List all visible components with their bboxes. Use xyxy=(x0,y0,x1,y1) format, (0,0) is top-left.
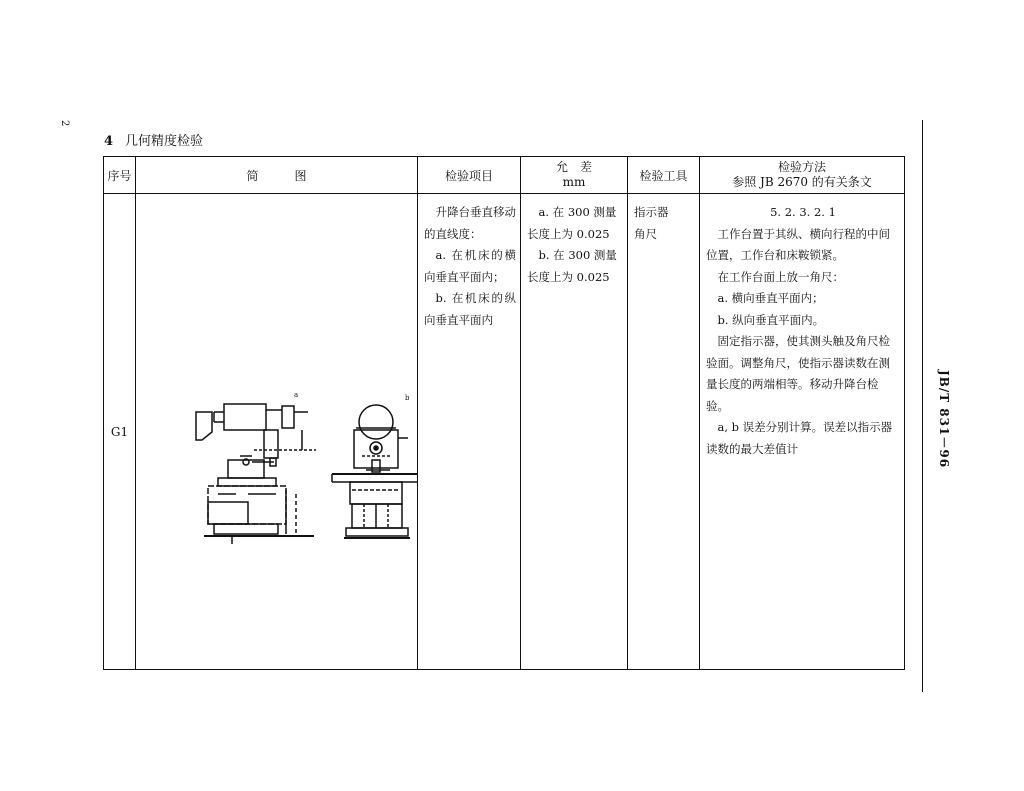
milling-machine-diagram xyxy=(136,194,418,661)
margin-rule xyxy=(922,120,923,692)
item-b: b. 在机床的纵向垂直平面内 xyxy=(424,291,516,327)
header-method-title: 检验方法 xyxy=(777,160,826,174)
method-step-1: 工作台置于其纵、横向行程的中间位置，工作台和床鞍锁紧。 xyxy=(706,226,890,262)
header-item: 检验项目 xyxy=(418,157,521,194)
row-seq: G1 xyxy=(104,194,136,670)
diagram-label-a: a xyxy=(294,391,299,399)
header-seq: 序号 xyxy=(104,157,136,194)
section-title: 几何精度检验 xyxy=(125,134,204,149)
table-header-row xyxy=(104,157,905,194)
front-view-drawing xyxy=(332,405,418,538)
method-step-2: 在工作台面上放一角尺： xyxy=(717,269,844,284)
diagram-cell xyxy=(136,194,418,670)
section-number: 4 xyxy=(104,134,114,149)
diagram-label-b: b xyxy=(405,394,410,402)
page-number: 2 xyxy=(59,120,70,127)
item-a: a. 在机床的横向垂直平面内； xyxy=(424,248,516,284)
inspection-tools xyxy=(628,194,700,670)
header-tolerance xyxy=(521,157,628,194)
tolerance-b: b. 在 300 测量长度上为 0.025 xyxy=(527,248,617,284)
method-step-4: a, b 误差分别计算。误差以指示器读数的最大差值计 xyxy=(706,420,893,456)
method-step-3: 固定指示器，使其测头触及角尺检验面。调整角尺，使指示器读数在测量长度的两端相等。移动升降台检验。 xyxy=(706,334,890,413)
section-heading xyxy=(104,130,203,149)
header-tolerance-unit: mm xyxy=(562,175,586,189)
header-tool: 检验工具 xyxy=(628,157,700,194)
header-method-reference: 参照 JB 2670 的有关条文 xyxy=(732,175,872,189)
inspection-item xyxy=(418,194,521,670)
table-row xyxy=(104,194,905,670)
header-tolerance-title: 允 差 xyxy=(555,160,592,174)
tool-square: 角尺 xyxy=(634,226,657,241)
method-step-b: b. 纵向垂直平面内。 xyxy=(717,312,825,327)
header-method xyxy=(700,157,905,194)
header-diagram: 简 图 xyxy=(136,157,418,194)
side-view-drawing xyxy=(196,404,316,544)
item-title: 升降台垂直移动的直线度： xyxy=(424,205,516,241)
inspection-method xyxy=(700,194,905,670)
standard-code: JB/T 831－96 xyxy=(937,370,951,469)
geometric-accuracy-table xyxy=(103,156,905,670)
tolerance xyxy=(521,194,628,670)
method-clause: 5. 2. 3. 2. 1 xyxy=(770,205,836,219)
method-step-a: a. 横向垂直平面内； xyxy=(717,291,824,305)
tool-indicator: 指示器 xyxy=(634,205,669,219)
tolerance-a: a. 在 300 测量长度上为 0.025 xyxy=(527,205,617,241)
